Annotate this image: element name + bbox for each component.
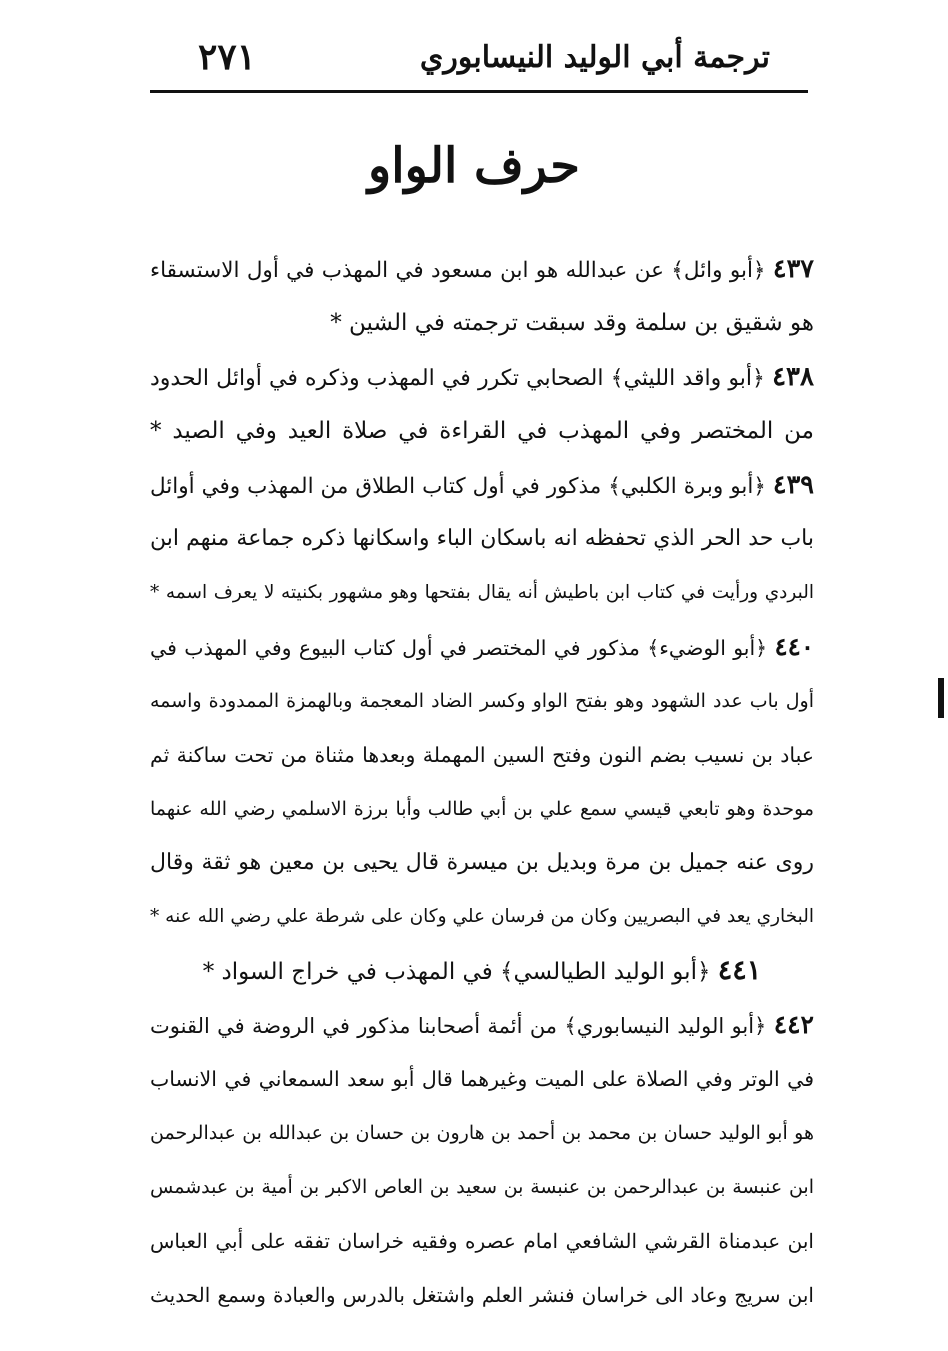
- page-header: [150, 30, 810, 90]
- text-line: [150, 458, 814, 512]
- line-text: البخاري يعد في البصريين وكان من فرسان علي وكان على شرطة علي رضي الله عنه *: [150, 906, 814, 927]
- entry-number: ٤٤١: [717, 955, 762, 986]
- text-line: [150, 674, 814, 728]
- entry-number: ٤٣٩: [772, 470, 814, 500]
- section-heading: حرف الواو: [368, 138, 580, 194]
- line-text: ﴿أبو واقد الليثي﴾ الصحابي تكرر في المهذب وذكره في أوائل الحدود: [150, 366, 765, 391]
- line-text: ابن سريج وعاد الى خراسان فنشر العلم واشتغل بالدرس والعبادة وسمع الحديث: [150, 1283, 814, 1307]
- text-line: [150, 836, 814, 890]
- text-line: [150, 404, 814, 458]
- line-text: البردي ورأيت في كتاب ابن باطيش أنه يقال بفتحها وهو مشهور بكنيته لا يعرف اسمه *: [150, 582, 814, 603]
- line-text: عباد بن نسيب بضم النون وفتح السين المهملة وبعدها مثناة من تحت ساكنة ثم: [150, 743, 814, 767]
- line-text: روى عنه جميل بن مرة وبديل بن ميسرة قال يحيى بن معين هو ثقة وقال: [150, 850, 814, 875]
- text-line: [150, 1160, 814, 1214]
- entry-number: ٤٤٠: [774, 632, 814, 661]
- text-line: [150, 620, 814, 674]
- entry-number: ٤٣٧: [772, 254, 814, 284]
- line-text: في الوتر وفي الصلاة على الميت وغيرهما قال أبو سعد السمعاني في الانساب: [150, 1067, 814, 1091]
- scan-margin-mark: [938, 678, 944, 718]
- line-text: ﴿أبو وائل﴾ عن عبدالله هو ابن مسعود في المهذب في أول الاستسقاء: [150, 258, 766, 283]
- line-text: ابن عبدمناة القرشي الشافعي امام عصره وفقيه خراسان تفقه على أبي العباس: [150, 1229, 814, 1253]
- line-text: من المختصر وفي المهذب في القراءة في صلاة العيد وفي الصيد *: [150, 418, 814, 444]
- text-line: [150, 998, 814, 1052]
- text-line: [150, 1052, 814, 1106]
- line-text: أول باب عدد الشهود وهو بفتح الواو وكسر الضاد المعجمة وبالهمزة الممدودة واسمه: [150, 690, 814, 712]
- line-text: ﴿أبو الوليد النيسابوري﴾ من أئمة أصحابنا مذكور في الروضة في القنوت: [150, 1014, 767, 1038]
- line-text: ﴿أبو وبرة الكلبي﴾ مذكور في أول كتاب الطلاق من المهذب وفي أوائل: [150, 474, 766, 499]
- running-title: ترجمة أبي الوليد النيسابوري: [419, 40, 770, 75]
- text-line: [150, 890, 814, 944]
- text-line: [150, 1106, 814, 1160]
- line-text: ﴿أبو الوضيء﴾ مذكور في المختصر في أول كتاب البيوع وفي المهذب في: [150, 636, 768, 660]
- line-text: موحدة وهو تابعي قيسي سمع علي بن أبي طالب وأبا برزة الاسلمي رضي الله عنهما: [150, 798, 814, 820]
- entry-number: ٤٣٨: [772, 362, 814, 392]
- line-text: باب حد الحر الذي تحفظه انه باسكان الباء واسكانها ذكره جماعة منهم ابن: [150, 526, 814, 551]
- line-text: هو شقيق بن سلمة وقد سبقت ترجمته في الشين *: [330, 310, 814, 336]
- text-line: [150, 782, 814, 836]
- text-line: [150, 512, 814, 566]
- text-line: [150, 350, 814, 404]
- page-number: ٢٧١: [198, 36, 257, 78]
- text-line: [150, 944, 814, 998]
- text-line: [150, 1214, 814, 1268]
- text-line: [150, 1268, 814, 1322]
- line-text: ابن عنبسة بن عبدالرحمن بن عنبسة بن سعيد بن العاص الاكبر بن أمية بن عبدشمس: [150, 1176, 814, 1198]
- text-line: [150, 242, 814, 296]
- text-line: [150, 566, 814, 620]
- header-rule: [150, 90, 808, 93]
- text-line: [150, 728, 814, 782]
- line-text: هو أبو الوليد حسان بن محمد بن أحمد بن هارون بن حسان بن عبدالله بن عبدالرحمن: [150, 1122, 814, 1144]
- body-text: [150, 242, 814, 1322]
- line-text: ﴿أبو الوليد الطيالسي﴾ في المهذب في خراج السواد *: [202, 959, 711, 985]
- text-line: [150, 296, 814, 350]
- entry-number: ٤٤٢: [773, 1010, 814, 1039]
